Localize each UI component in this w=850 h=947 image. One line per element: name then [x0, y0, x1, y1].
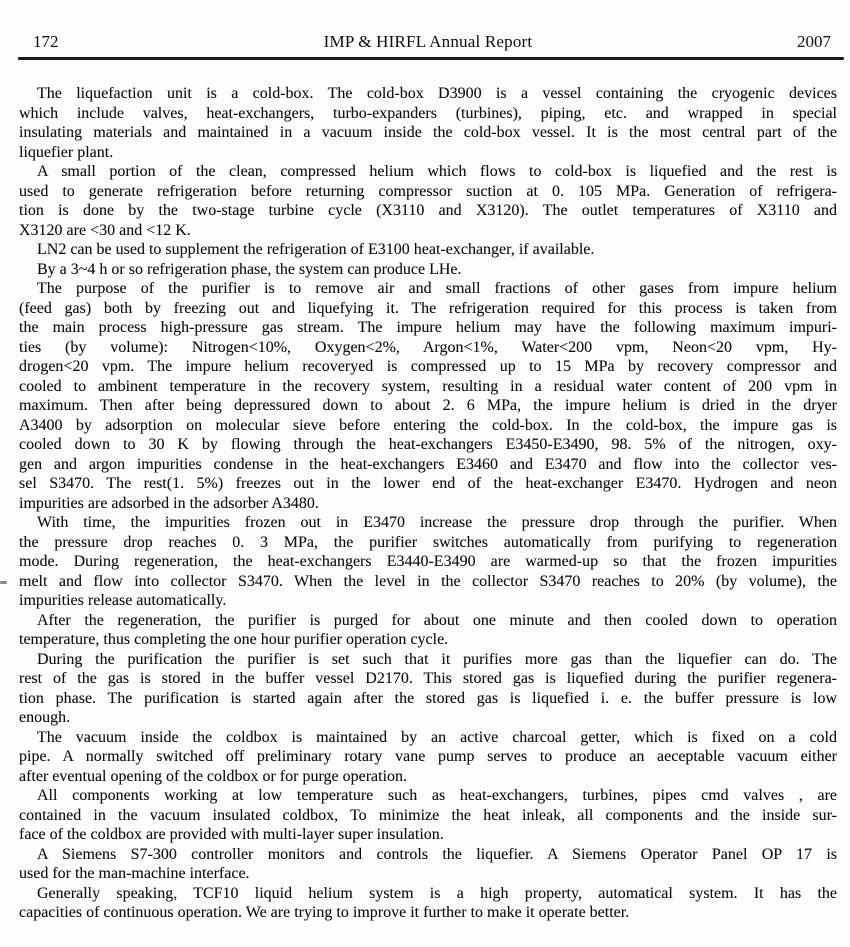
text-line: insulating materials and maintained in a vacuum inside the cold-box vessel. It is the most central part of the	[19, 124, 837, 141]
text-line: after eventual opening of the coldbox or for purge operation.	[19, 767, 408, 785]
text-line: A3400 by adsorption on molecular sieve before entering the cold-box. In the cold-box, the impure gas is	[19, 416, 837, 434]
text-line: enough.	[19, 709, 71, 726]
text-line: impurities are adsorbed in the adsorber A3480.	[19, 494, 319, 512]
paragraph	[19, 650, 837, 728]
scan-artifact	[0, 581, 7, 584]
text-line: drogen<20 vpm. The impure helium recoveryed is compressed up to 15 MPa by recovery compressor and	[19, 358, 837, 375]
text-line: X3120 are <30 and <12 K.	[19, 221, 191, 239]
text-line: The vacuum inside the coldbox is maintained by an active charcoal getter, which is fixed on a cold	[37, 728, 837, 746]
document-body	[19, 84, 837, 923]
report-title: IMP & HIRFL Annual Report	[323, 32, 533, 51]
text-line: All components working at low temperature such as heat-exchangers, turbines, pipes cmd valves , are	[37, 787, 837, 804]
paragraph	[19, 260, 837, 280]
text-line: gen and argon impurities condense in the heat-exchangers E3460 and E3470 and flow into the collector ves-	[19, 455, 837, 473]
text-line: the main process high-pressure gas stream. The impure helium may have the following maximum impuri-	[19, 319, 837, 336]
text-line: the pressure drop reaches 0. 3 MPa, the purifier switches automatically from purifying to regeneration	[19, 533, 837, 551]
text-line: With time, the impurities frozen out in E3470 increase the pressure drop through the purifier. When	[37, 514, 837, 531]
text-line: tion phase. The purification is started again after the stored gas is liquefied i. e. the buffer pressure is low	[19, 689, 837, 707]
text-line: capacities of continuous operation. We are trying to improve it further to make it operate better.	[19, 904, 630, 921]
text-line: contained in the vacuum insulated coldbox, To minimize the heat inleak, all components and the inside sur-	[19, 806, 837, 824]
text-line: sel S3470. The rest(1. 5%) freezes out in the lower end of the heat-exchanger E3470. Hydrogen and neon	[19, 475, 837, 492]
text-line: liquefier plant.	[19, 143, 114, 161]
text-line: During the purification the purifier is set such that it purifies more gas than the liquefier can do. The	[37, 650, 837, 668]
paragraph	[19, 162, 837, 240]
paragraph	[19, 884, 837, 923]
paragraph	[19, 84, 837, 162]
text-line: used to generate refrigeration before returning compressor suction at 0. 105 MPa. Generation of refrigera-	[19, 182, 837, 200]
text-line: cooled to ambinent temperature in the recovery system, resulting in a residual water content of 200 vpm in	[19, 377, 837, 395]
page-number: 172	[33, 32, 59, 51]
text-line: used for the man-machine interface.	[19, 865, 250, 882]
paragraph	[19, 845, 837, 884]
text-line: A small portion of the clean, compressed helium which flows to cold-box is liquefied and the rest is	[37, 163, 837, 180]
text-line: A Siemens S7-300 controller monitors and controls the liquefier. A Siemens Operator Panel OP 17 is	[37, 845, 837, 863]
text-line: After the regeneration, the purifier is purged for about one minute and then cooled down to operation	[37, 611, 837, 629]
paragraph	[19, 611, 837, 650]
text-line: melt and flow into collector S3470. When the level in the collector S3470 reaches to 20% (by volume), the	[19, 572, 837, 590]
text-line: By a 3~4 h or so refrigeration phase, the system can produce LHe.	[37, 260, 462, 278]
page-header	[19, 31, 837, 55]
text-line: ties (by volume): Nitrogen<10%, Oxygen<2%, Argon<1%, Water<200 vpm, Neon<20 vpm, Hy-	[19, 338, 837, 356]
text-line: face of the coldbox are provided with multi-layer super insulation.	[19, 826, 444, 843]
text-line: cooled down to 30 K by flowing through the heat-exchangers E3450-E3490, 98. 5% of the nitrogen, oxy-	[19, 436, 837, 453]
paragraph	[19, 240, 837, 260]
paragraph	[19, 728, 837, 787]
text-line: pipe. A normally switched off preliminary rotary vane pump serves to produce an aeceptable vacuum either	[19, 748, 837, 765]
text-line: The purpose of the purifier is to remove air and small fractions of other gases from impure helium	[37, 280, 837, 297]
text-line: impurities release automatically.	[19, 592, 227, 609]
text-line: (feed gas) both by freezing out and liquefying it. The refrigeration required for this process is taken from	[19, 299, 837, 317]
report-year: 2007	[797, 32, 831, 51]
text-line: maximum. Then after being depressured down to about 2. 6 MPa, the impure helium is dried in the dryer	[19, 397, 837, 414]
paragraph	[19, 279, 837, 513]
paragraph	[19, 513, 837, 611]
text-line: Generally speaking, TCF10 liquid helium system is a high property, automatical system. It has the	[37, 884, 837, 902]
text-line: which include valves, heat-exchangers, turbo-expanders (turbines), piping, etc. and wrapped in special	[19, 104, 837, 122]
paragraph	[19, 786, 837, 845]
text-line: LN2 can be used to supplement the refrigeration of E3100 heat-exchanger, if available.	[37, 241, 595, 258]
text-line: temperature, thus completing the one hour purifier operation cycle.	[19, 631, 449, 648]
header-divider	[18, 57, 844, 60]
text-line: tion is done by the two-stage turbine cycle (X3110 and X3120). The outlet temperatures of X3110 and	[19, 202, 837, 219]
text-line: The liquefaction unit is a cold-box. The cold-box D3900 is a vessel containing the cryogenic devices	[37, 85, 837, 102]
text-line: rest of the gas is stored in the buffer vessel D2170. This stored gas is liquefied during the purifier regenera-	[19, 670, 837, 687]
text-line: mode. During regeneration, the heat-exchangers E3440-E3490 are warmed-up so that the frozen impurities	[19, 553, 837, 570]
